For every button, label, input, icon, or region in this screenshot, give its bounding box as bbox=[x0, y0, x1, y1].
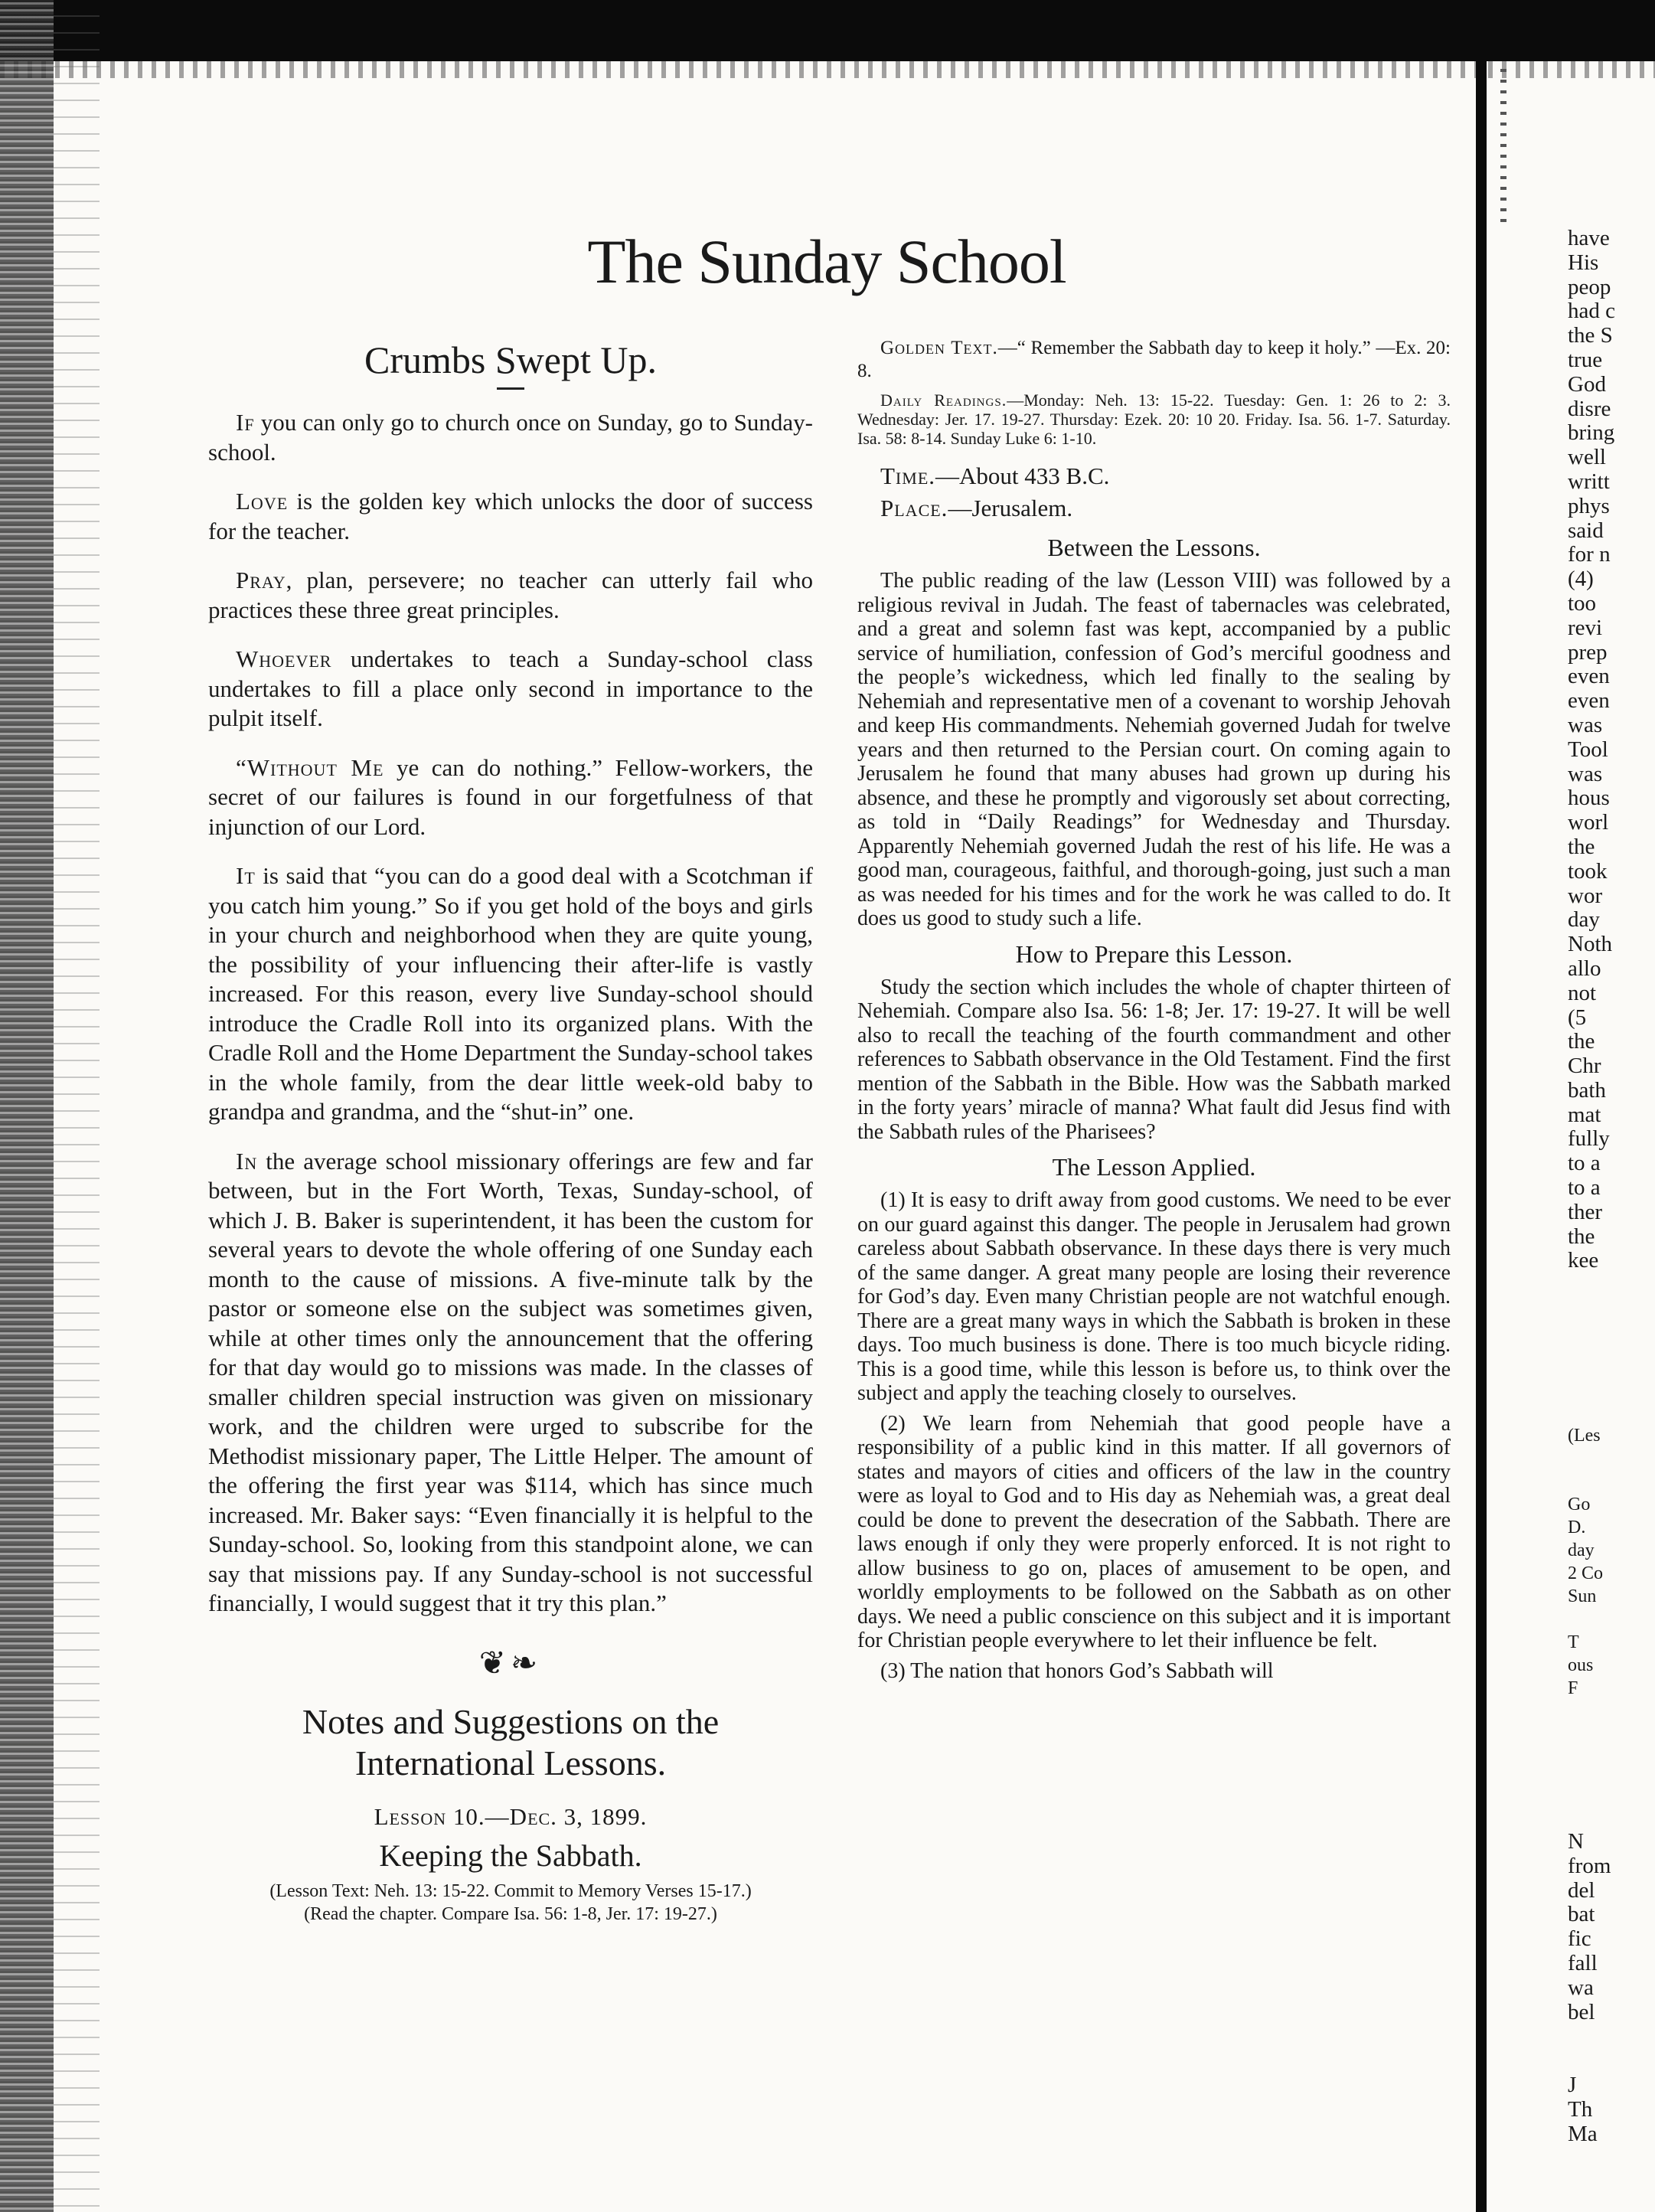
fragment-line: allo bbox=[1568, 956, 1601, 981]
fragment-line: to a bbox=[1568, 1151, 1601, 1176]
prepare-heading: How to Prepare this Lesson. bbox=[1015, 939, 1293, 968]
ornament-icon: ❦❧ bbox=[478, 1645, 543, 1681]
fragment-line: Tool bbox=[1568, 737, 1608, 762]
fragment-line: Chr bbox=[1568, 1054, 1601, 1079]
lesson-number: Lesson 10.—Dec. 3, 1899. bbox=[374, 1803, 648, 1830]
scan-top-noise bbox=[0, 61, 1655, 78]
fragment-line: was bbox=[1568, 712, 1603, 737]
fragment-line: disre bbox=[1568, 396, 1611, 421]
fragment-line: worl bbox=[1568, 810, 1609, 835]
fragment-line: Sun bbox=[1568, 1586, 1597, 1606]
fragment-line: T bbox=[1568, 1632, 1579, 1652]
fragment-line: J bbox=[1568, 2072, 1577, 2097]
crumbs-heading: Crumbs Swept Up. bbox=[364, 338, 657, 381]
fragment-line bbox=[1568, 2024, 1655, 2049]
fragment-line: the S bbox=[1568, 323, 1613, 348]
fragment-line: the bbox=[1568, 834, 1595, 859]
applied-para-2: (2) We learn from Nehemiah that good people have a responsibility of a public kind in this matter. If all governors of states and mayors of cities and officers of the law in the country were as loyal to God and to His day as Nehemiah was, a great deal could be done to prevent the desecration of the Sabbath. There are laws enough if only they were properly enforced. It is not right to allow business to go on, places of amusement to be open, and worldly employments to be followed on the Sabbath as on other days. We need a public conscience on this subject and it is important for Christian people everywhere to let their influence be felt. bbox=[857, 1411, 1451, 1652]
fragment-line: (4) bbox=[1568, 567, 1594, 592]
fragment-line: too bbox=[1568, 590, 1597, 616]
fragment-line: (5 bbox=[1568, 1005, 1587, 1030]
fragment-line: bath bbox=[1568, 1077, 1606, 1103]
fragment-line: wa bbox=[1568, 1975, 1594, 2000]
fragment-line: del bbox=[1568, 1877, 1595, 1903]
next-page-fragment-middle bbox=[1568, 1424, 1655, 1700]
fragment-line: bel bbox=[1568, 1999, 1595, 2024]
fragment-line: N bbox=[1568, 1830, 1584, 1854]
lesson-time: Time.—About 433 B.C. bbox=[880, 462, 1110, 489]
fragment-line: the bbox=[1568, 1224, 1595, 1249]
scan-left-edge bbox=[0, 0, 54, 2212]
fragment-line: ther bbox=[1568, 1199, 1603, 1224]
page-title: The Sunday School bbox=[587, 227, 1066, 296]
fragment-line: hous bbox=[1568, 786, 1610, 811]
lesson-title: Keeping the Sabbath. bbox=[379, 1838, 642, 1873]
applied-para-1: (1) It is easy to drift away from good customs. We need to be ever on our guard against this danger. The people in Jerusalem had grown careless about Sabbath observance. In these days there is very much of the same danger. A great many people are losing their reverence for God’s day. Even many Christian people are not watchful enough. There are a great many ways in which the Sabbath is broken in these days. Too much business is done. There is too much bicycle riding. This is a good time, while this lesson is before us, to think over the subject and apply the teaching closely to ourselves. bbox=[857, 1188, 1451, 1405]
scan-left-shadow bbox=[54, 0, 100, 2212]
fragment-line: wor bbox=[1568, 883, 1603, 908]
crumbs-paragraph: In the average school missionary offerings are few and far between, but in the Fort Worth, Texas, Sunday-school, of which J. B. Baker is superintendent, it has been the custom for several years to devote the whole offering of one Sunday each month to the cause of missions. A five-minute talk by the pastor or someone else on the subject was sometimes given, while at other times only the announcement that the offering for that day would go to missions was made. In the classes of smaller children special instruction was given on missionary work, and the children were urged to subscribe for the Methodist missionary paper, The Little Helper. The amount of the offering the first year was $114, which has since much increased. Mr. Baker says: “Even financially it is helpful to the Sunday-school. So, looking from this standpoint alone, we can say that missions pay. If any Sunday-school is not successful financially, I would suggest that it try this plan.” bbox=[208, 1147, 813, 1616]
fragment-line: 2 Co bbox=[1568, 1563, 1604, 1583]
fragment-line bbox=[1568, 1470, 1655, 1493]
daily-readings: Daily Readings.—Monday: Neh. 13: 15-22. Tuesday: Gen. 1: 26 to 2: 3. Wednesday: Jer. 17. 19-27. Thursday: Ezek. 20: 10 20. Friday. Isa. 56. 1-7. Saturday. Isa. 58: 8-14. Sunday Luke 6: 1-10. bbox=[857, 390, 1451, 448]
fragment-line: fic bbox=[1568, 1926, 1591, 1952]
fragment-line: was bbox=[1568, 761, 1603, 786]
fragment-line: day bbox=[1568, 1541, 1595, 1560]
gutter-dots bbox=[1500, 69, 1506, 222]
fragment-line: Noth bbox=[1568, 932, 1612, 957]
crumbs-paragraph: “Without Me ye can do nothing.” Fellow-workers, the secret of our failures is found in our forgetfulness of that injunction of our Lord. bbox=[208, 753, 813, 840]
fragment-line: day bbox=[1568, 907, 1600, 933]
applied-heading: The Lesson Applied. bbox=[1052, 1153, 1256, 1181]
fragment-line: kee bbox=[1568, 1248, 1599, 1273]
page-gutter-rule bbox=[1476, 61, 1487, 2212]
next-page-fragment-top bbox=[1568, 227, 1655, 1273]
fragment-line: Ma bbox=[1568, 2121, 1598, 2146]
notes-heading-line2: International Lessons. bbox=[354, 1743, 667, 1782]
fragment-line: writt bbox=[1568, 469, 1610, 494]
fragment-line: His bbox=[1568, 250, 1599, 275]
prepare-text: Study the section which includes the whole of chapter thirteen of Nehemiah. Compare also Isa. 56: 1-8; Jer. 17: 19-27. It will be well also to recall the teaching of the fourth commandment and other references to Sabbath observance in the Old Testament. Find the first mention of the Sabbath in the Bible. How was the Sabbath marked in the forty years’ miracle of manna? What fault did Jesus find with the Sabbath rules of the Pharisees? bbox=[857, 975, 1451, 1144]
fragment-line: bring bbox=[1568, 420, 1615, 446]
lesson-place: Place.—Jerusalem. bbox=[880, 495, 1073, 521]
fragment-line: prep bbox=[1568, 639, 1608, 665]
fragment-line: well bbox=[1568, 445, 1606, 470]
fragment-line: the bbox=[1568, 1029, 1595, 1054]
fragment-line: (Les bbox=[1568, 1426, 1601, 1446]
read-chapter-ref: (Read the chapter. Compare Isa. 56: 1-8, Jer. 17: 19-27.) bbox=[304, 1904, 717, 1924]
notes-heading-line1: Notes and Suggestions on the bbox=[302, 1702, 720, 1741]
fragment-line: phys bbox=[1568, 493, 1610, 518]
fragment-line: bat bbox=[1568, 1902, 1595, 1927]
fragment-line: had c bbox=[1568, 299, 1615, 324]
fragment-line: Th bbox=[1568, 2096, 1593, 2122]
lesson-text-ref: (Lesson Text: Neh. 13: 15-22. Commit to Memory Verses 15-17.) bbox=[269, 1881, 752, 1901]
fragment-line: said bbox=[1568, 518, 1604, 543]
fragment-line: to a bbox=[1568, 1175, 1601, 1201]
heading-rule bbox=[497, 387, 524, 390]
crumbs-paragraph: Whoever undertakes to teach a Sunday-school class undertakes to fill a place only second in importance to the pulpit itself. bbox=[208, 645, 813, 731]
fragment-line: from bbox=[1568, 1853, 1611, 1878]
fragment-line: even bbox=[1568, 664, 1610, 689]
crumbs-paragraph: If you can only go to church once on Sunday, go to Sunday-school. bbox=[208, 409, 813, 466]
fragment-line: mat bbox=[1568, 1102, 1601, 1127]
fragment-line: have bbox=[1568, 227, 1610, 250]
fragment-line bbox=[1568, 2049, 1655, 2073]
fragment-line: fully bbox=[1568, 1126, 1610, 1152]
fragment-line: not bbox=[1568, 980, 1597, 1005]
fragment-line: revi bbox=[1568, 615, 1603, 640]
fragment-line: true bbox=[1568, 347, 1603, 372]
golden-text: Golden Text.—“ Remember the Sabbath day to keep it holy.” —Ex. 20: 8. bbox=[857, 338, 1451, 381]
left-column bbox=[208, 337, 813, 1926]
fragment-line: D. bbox=[1568, 1518, 1586, 1537]
right-column bbox=[857, 337, 1451, 1689]
fragment-line: fall bbox=[1568, 1950, 1598, 1975]
between-text: The public reading of the law (Lesson VIII) was followed by a religious revival in Judah. The feast of tabernacles was celebrated, and a great and solemn fast was kept, accompanied by a public service of humiliation, confession of God’s merciful goodness and the people’s wickedness, which led finally to the sealing by Nehemiah and representative men of a covenant to worship Jehovah and keep His commandments. Nehemiah governed Judah for twelve years and then returned to the Persian court. On coming again to Jerusalem he found that many abuses had grown up during his absence, and these he promptly and vigorously set about correcting, as told in “Daily Readings” for Wednesday and Thursday. Apparently Nehemiah governed Judah the rest of his life. He was a good man, courageous, faithful, and thorough-going, just such a man as was needed for his times and for the work he was called to do. It does us good to study such a life. bbox=[857, 569, 1451, 930]
crumbs-paragraph: Pray, plan, persevere; no teacher can utterly fail who practices these three great principles. bbox=[208, 567, 813, 623]
between-heading: Between the Lessons. bbox=[1047, 534, 1261, 561]
fragment-line: God bbox=[1568, 371, 1606, 397]
fragment-line: for n bbox=[1568, 542, 1611, 567]
fragment-line bbox=[1568, 1608, 1655, 1631]
fragment-line: ous bbox=[1568, 1655, 1594, 1675]
crumbs-paragraph: Love is the golden key which unlocks the door of success for the teacher. bbox=[208, 488, 813, 544]
fragment-line: peop bbox=[1568, 274, 1611, 299]
fragment-line: F bbox=[1568, 1678, 1578, 1698]
applied-para-3: (3) The nation that honors God’s Sabbath will bbox=[880, 1658, 1274, 1683]
fragment-line: even bbox=[1568, 688, 1610, 714]
fragment-line: took bbox=[1568, 858, 1608, 884]
scan-top-border bbox=[0, 0, 1655, 61]
fragment-line bbox=[1568, 1447, 1655, 1470]
crumbs-paragraph: It is said that “you can do a good deal with a Scotchman if you catch him young.” So if you get hold of the boys and girls in your church and neighborhood when they are quite young, the possibility of your influencing their after-life is vastly increased. For this reason, every live Sunday-school should introduce the Cradle Roll into its organized plans. With the Cradle Roll and the Home Department the Sunday-school takes in the whole family, from the dear little week-old baby to grandpa and grandma, and the “shut-in” one. bbox=[208, 862, 813, 1125]
crumbs-paragraphs bbox=[208, 408, 813, 1619]
next-page-fragment-bottom bbox=[1568, 1830, 1655, 2146]
fragment-line: Go bbox=[1568, 1495, 1591, 1514]
